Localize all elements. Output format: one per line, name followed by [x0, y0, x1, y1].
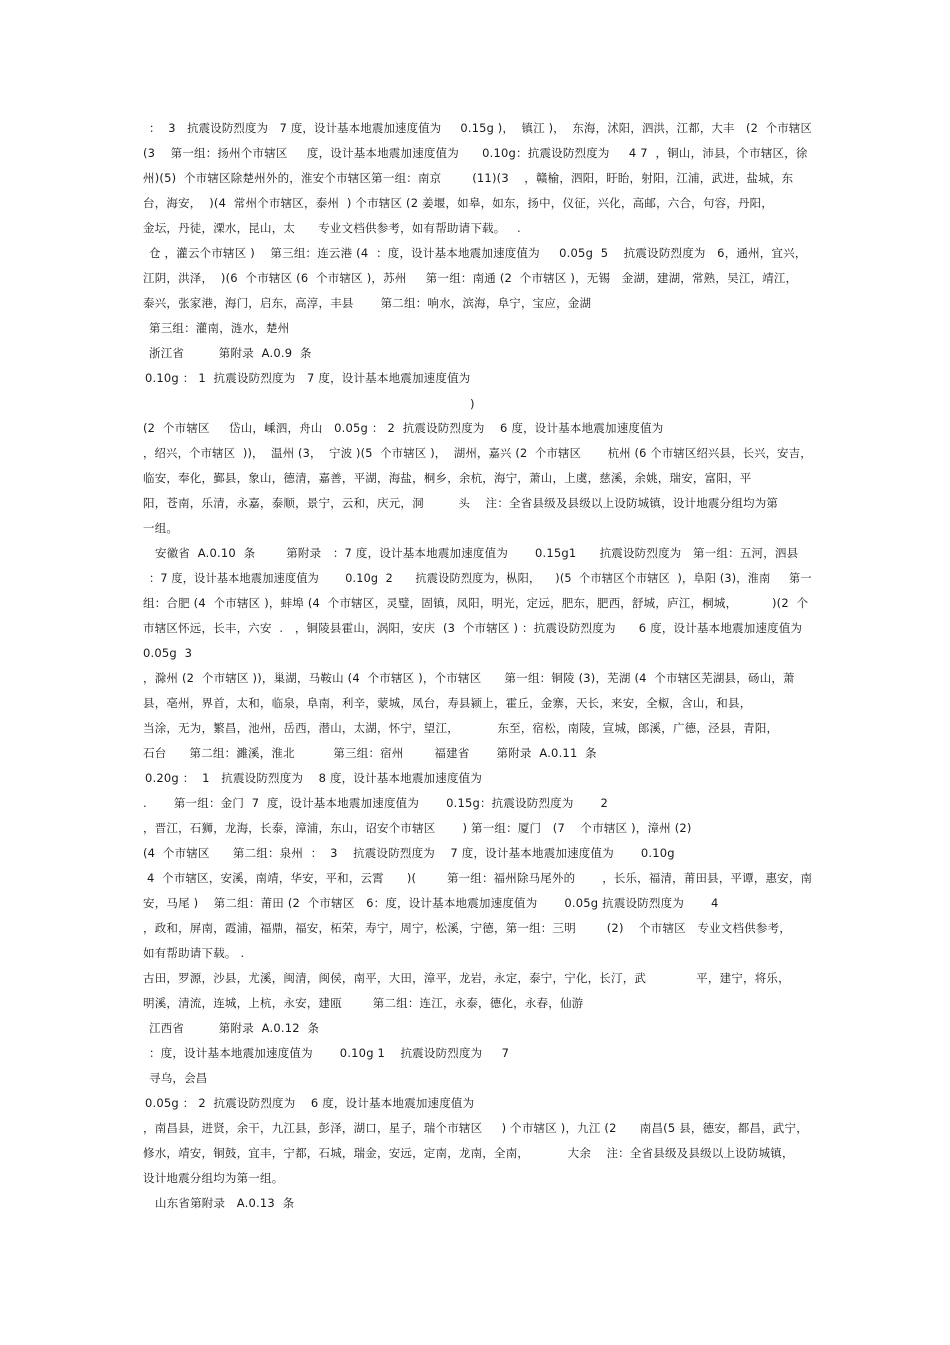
- text-line: 组：合肥 (4 个市辖区 )，蚌埠 (4 个市辖区，灵璧，固镇，凤阳，明光，定远，肥东，肥西，舒城，庐江，桐城， )(2 个: [143, 596, 809, 610]
- section-heading: 安徽省 A.0.10 条 第附录 ：7 度，设计基本地震加速度值为 0.15g1 抗震设防烈度为 第一组：五河，泗县: [155, 546, 799, 560]
- text-line: 如有帮助请下载。 .: [143, 946, 245, 960]
- text-line: 修水，靖安，铜鼓，宜丰，宁都，石城，瑞金，安远，定南，龙南，全南， 大余 注：全省县级及县级以上设防城镇，: [143, 1146, 794, 1160]
- text-line: 0.05g ： 2 抗震设防烈度为 6 度，设计基本地震加速度值为: [145, 1096, 475, 1110]
- text-line: 安，马尾 ) 第二组：莆田 (2 个市辖区 6：度，设计基本地震加速度值为 0.05g 抗震设防烈度为 4: [143, 896, 719, 910]
- text-line: 台，海安， )(4 常州个市辖区，泰州 ) 个市辖区 (2 姜堰，如皋，如东，扬中，仪征，兴化，高邮，六合，句容，丹阳，: [143, 196, 774, 210]
- text-line: 金坛，丹徒，溧水，昆山，太 专业文档供参考，如有帮助请下载。 .: [143, 221, 521, 235]
- text-line: 0.05g 3: [143, 646, 193, 660]
- text-line: ): [470, 397, 475, 411]
- text-line: . 第一组：金门 7 度，设计基本地震加速度值为 0.15g：抗震设防烈度为 2: [143, 796, 609, 810]
- text-line: 第三组：灌南，涟水，楚州: [149, 321, 290, 335]
- section-heading: 江西省 第附录 A.0.12 条: [149, 1021, 320, 1035]
- text-line: 州)(5) 个市辖区除楚州外的，淮安个市辖区第一组：南京 (11)(3 ，赣榆，泗阳，盱眙，射阳，江浦，武进，盐城，东: [143, 171, 794, 185]
- text-line: 一组。: [143, 521, 179, 535]
- text-line: (2 个市辖区 岱山，嵊泗，舟山 0.05g ： 2 抗震设防烈度为 6 度，设计基本地震加速度值为: [143, 421, 664, 435]
- text-line: 市辖区怀远，长丰，六安 . ，铜陵县霍山，涡阳，安庆 (3 个市辖区 ) ：抗震设防烈度为 6 度，设计基本地震加速度值为: [143, 621, 803, 635]
- text-line: ：7 度，设计基本地震加速度值为 0.10g 2 抗震设防烈度为，枞阳， )(5 个市辖区个市辖区 )，阜阳 (3)，淮南 第一: [149, 571, 812, 585]
- section-heading: 山东省第附录 A.0.13 条: [155, 1196, 295, 1210]
- text-line: 0.20g ： 1 抗震设防烈度为 8 度，设计基本地震加速度值为: [145, 771, 483, 785]
- text-line: 仓 ，灌云个市辖区 ) 第三组：连云港 (4 ：度，设计基本地震加速度值为 0.05g 5 抗震设防烈度为 6，通州，宜兴，: [149, 246, 807, 260]
- text-line: ：度，设计基本地震加速度值为 0.10g 1 抗震设防烈度为 7: [149, 1046, 510, 1060]
- text-line: 寻乌，会昌: [149, 1071, 208, 1085]
- text-line: ： 3 抗震设防烈度为 7 度，设计基本地震加速度值为 0.15g )， 镇江 )， 东海，沭阳，泗洪，江都，大丰 (2 个市辖区: [149, 121, 813, 135]
- text-line: 当涂，无为，繁昌，池州，岳西，潜山，太湖，怀宁，望江， 东至，宿松，南陵，宣城，郎溪，广德，泾县，青阳，: [143, 721, 779, 735]
- text-line: (4 个市辖区 第二组：泉州 ： 3 抗震设防烈度为 7 度，设计基本地震加速度值为 0.10g: [143, 846, 675, 860]
- text-line: ，政和，屏南，霞浦，福鼎，福安，柘荣，寿宁，周宁，松溪，宁德，第一组：三明 (2) 个市辖区 专业文档供参考，: [143, 921, 792, 935]
- text-line: 泰兴，张家港，海门，启东，高淳，丰县 第二组：响水，滨海，阜宁，宝应，金湖: [143, 296, 592, 310]
- section-heading: 浙江省 第附录 A.0.9 条: [149, 346, 312, 360]
- text-line: 江阴，洪泽， )(6 个市辖区 (6 个市辖区 )，苏州 第一组：南通 (2 个市辖区 )，无锡 金湖，建湖，常熟，吴江，靖江，: [143, 271, 798, 285]
- text-line: 阳，苍南，乐清，永嘉，泰顺，景宁，云和，庆元，洞 头 注：全省县级及县级以上设防城镇，设计地震分组均为第: [143, 496, 779, 510]
- text-line: 设计地震分组均为第一组。: [143, 1171, 284, 1185]
- text-line: ，南昌县，进贤，余干，九江县，彭泽，湖口，星子，瑞个市辖区 ) 个市辖区 )，九江 (2 南昌(5 县，德安，都昌，武宁，: [143, 1121, 808, 1135]
- text-line: 县，亳州，界首，太和，临泉，阜南，利辛，蒙城，凤台，寿县颍上，霍丘，金寨，天长，来安，全椒，含山，和县，: [143, 696, 752, 710]
- text-line: 明溪，清流，连城，上杭，永安，建瓯 第二组：连江，永泰，德化，永春，仙游: [143, 996, 584, 1010]
- text-line: 石台 第二组：濉溪，淮北 第三组：宿州 福建省 第附录 A.0.11 条: [143, 746, 597, 760]
- text-line: ，滁州 (2 个市辖区 ))，巢湖，马鞍山 (4 个市辖区 )，个市辖区 第一组：铜陵 (3)，芜湖 (4 个市辖区芜湖县，砀山，萧: [143, 671, 795, 685]
- text-line: ，绍兴，个市辖区 ))， 温州 (3， 宁波 )(5 个市辖区 )， 湖州，嘉兴 (2 个市辖区 杭州 (6 个市辖区绍兴县，长兴，安吉，: [143, 446, 812, 460]
- text-line: ，晋江，石狮，龙海，长泰，漳浦，东山，诏安个市辖区 ) 第一组：厦门 (7 个市辖区 )，漳州 (2): [143, 821, 692, 835]
- text-line: 临安，奉化，鄞县，象山，德清，嘉善，平湖，海盐，桐乡，余杭，海宁，萧山，上虞，慈溪，余姚，瑞安，富阳，平: [143, 471, 752, 485]
- text-line: 古田，罗源，沙县，尤溪，闽清，闽侯，南平，大田，漳平，龙岩，永定，泰宁，宁化，长汀，武 平，建宁，将乐，: [143, 971, 790, 985]
- text-line: 0.10g ： 1 抗震设防烈度为 7 度，设计基本地震加速度值为: [145, 371, 471, 385]
- text-line: (3 第一组：扬州个市辖区 度，设计基本地震加速度值为 0.10g：抗震设防烈度为 4 7 ，铜山，沛县，个市辖区，徐: [143, 146, 808, 160]
- text-line: 4 个市辖区，安溪，南靖，华安，平和，云霄 )( 第一组：福州除马尾外的 ，长乐，福清，莆田县，平谭，惠安，南: [147, 871, 813, 885]
